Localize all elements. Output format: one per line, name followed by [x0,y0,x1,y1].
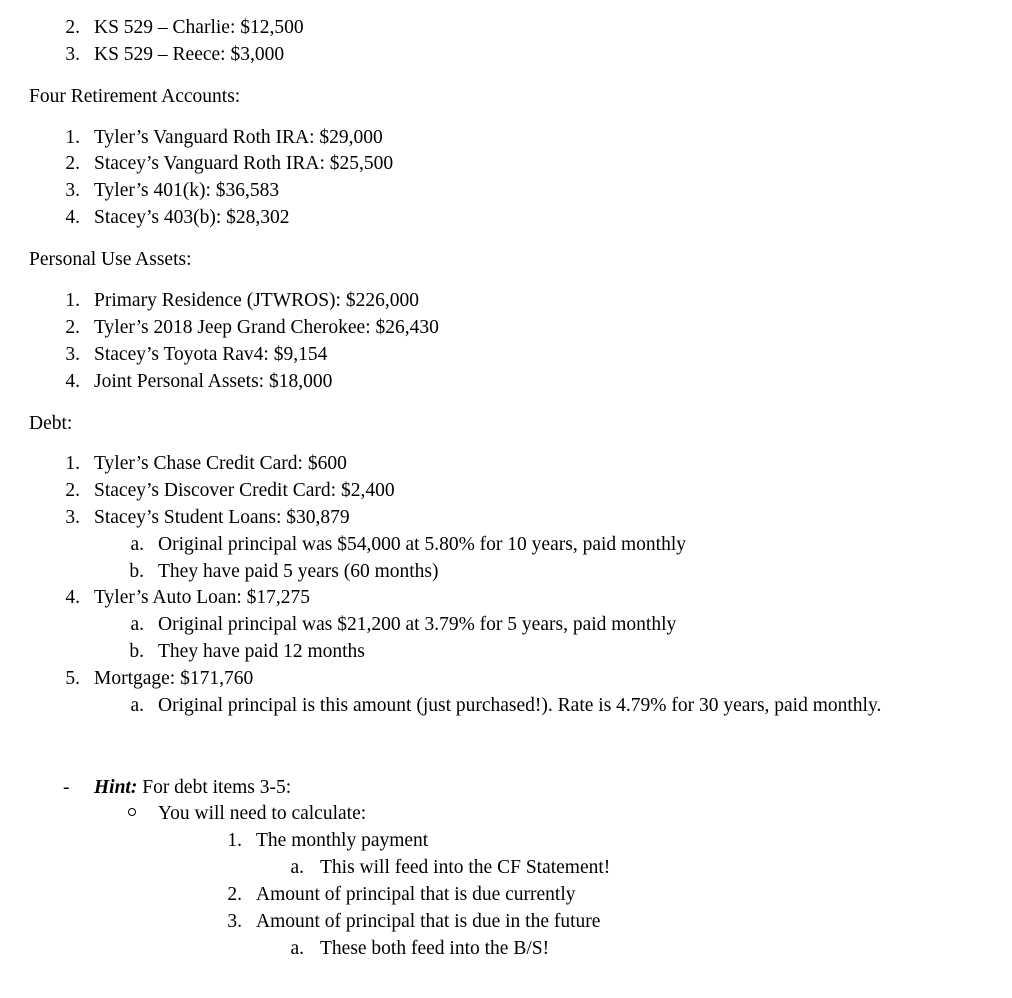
list-marker: 2. [65,17,80,38]
list-marker: 2. [227,884,242,905]
list-item: Amount of principal that is due in the future [256,911,601,932]
sub-marker: b. [129,641,144,662]
list-item: KS 529 – Charlie: $12,500 [94,17,304,38]
sub-marker: a. [130,614,144,635]
sub-item: Original principal was $21,200 at 3.79% for 5 years, paid monthly [158,614,677,635]
sub-marker: a. [130,534,144,555]
list-marker: 2. [65,317,80,338]
list-item: The monthly payment [256,830,429,851]
list-marker: 4. [65,371,80,392]
sub-marker: a. [290,938,304,959]
list-item: Stacey’s 403(b): $28,302 [94,207,290,228]
list-item: Primary Residence (JTWROS): $226,000 [94,290,419,311]
list-marker: 4. [65,207,80,228]
personal-use-heading: Personal Use Assets: [29,249,192,270]
list-marker: 3. [65,507,80,528]
list-marker: 1. [227,830,242,851]
hint-text: For debt items 3-5: [137,777,292,798]
list-item: Tyler’s Chase Credit Card: $600 [94,453,347,474]
list-item: Stacey’s Discover Credit Card: $2,400 [94,480,395,501]
list-item: Tyler’s 2018 Jeep Grand Cherokee: $26,430 [94,317,439,338]
list-marker: 1. [65,127,80,148]
debt-heading: Debt: [29,413,73,434]
list-marker: 4. [65,587,80,608]
hint-label: Hint: [94,777,138,798]
list-marker: 3. [65,180,80,201]
list-marker: 3. [65,44,80,65]
list-item: KS 529 – Reece: $3,000 [94,44,285,65]
circle-bullet-icon [128,808,136,816]
hint-line [94,776,291,800]
sub-item: This will feed into the CF Statement! [320,857,611,878]
sub-item: Original principal is this amount (just purchased!). Rate is 4.79% for 30 years, paid monthly. [158,695,882,716]
list-item: Stacey’s Student Loans: $30,879 [94,507,350,528]
list-item: Amount of principal that is due currently [256,884,576,905]
list-item: Tyler’s Auto Loan: $17,275 [94,587,311,608]
list-marker: 1. [65,453,80,474]
list-marker: 3. [227,911,242,932]
list-marker: 2. [65,480,80,501]
list-marker: 2. [65,153,80,174]
hint-bullet-text: You will need to calculate: [158,803,367,824]
list-item: Tyler’s Vanguard Roth IRA: $29,000 [94,127,383,148]
list-item: Mortgage: $171,760 [94,668,254,689]
sub-marker: b. [129,561,144,582]
sub-marker: a. [130,695,144,716]
sub-item: They have paid 5 years (60 months) [158,561,439,582]
retirement-heading: Four Retirement Accounts: [29,86,241,107]
sub-item: They have paid 12 months [158,641,365,662]
list-marker: 3. [65,344,80,365]
hint-dash: - [63,777,70,798]
list-item: Stacey’s Vanguard Roth IRA: $25,500 [94,153,394,174]
list-item: Joint Personal Assets: $18,000 [94,371,333,392]
sub-item: Original principal was $54,000 at 5.80% for 10 years, paid monthly [158,534,687,555]
list-marker: 5. [65,668,80,689]
list-item: Tyler’s 401(k): $36,583 [94,180,280,201]
sub-marker: a. [290,857,304,878]
sub-item: These both feed into the B/S! [320,938,550,959]
list-marker: 1. [65,290,80,311]
list-item: Stacey’s Toyota Rav4: $9,154 [94,344,328,365]
